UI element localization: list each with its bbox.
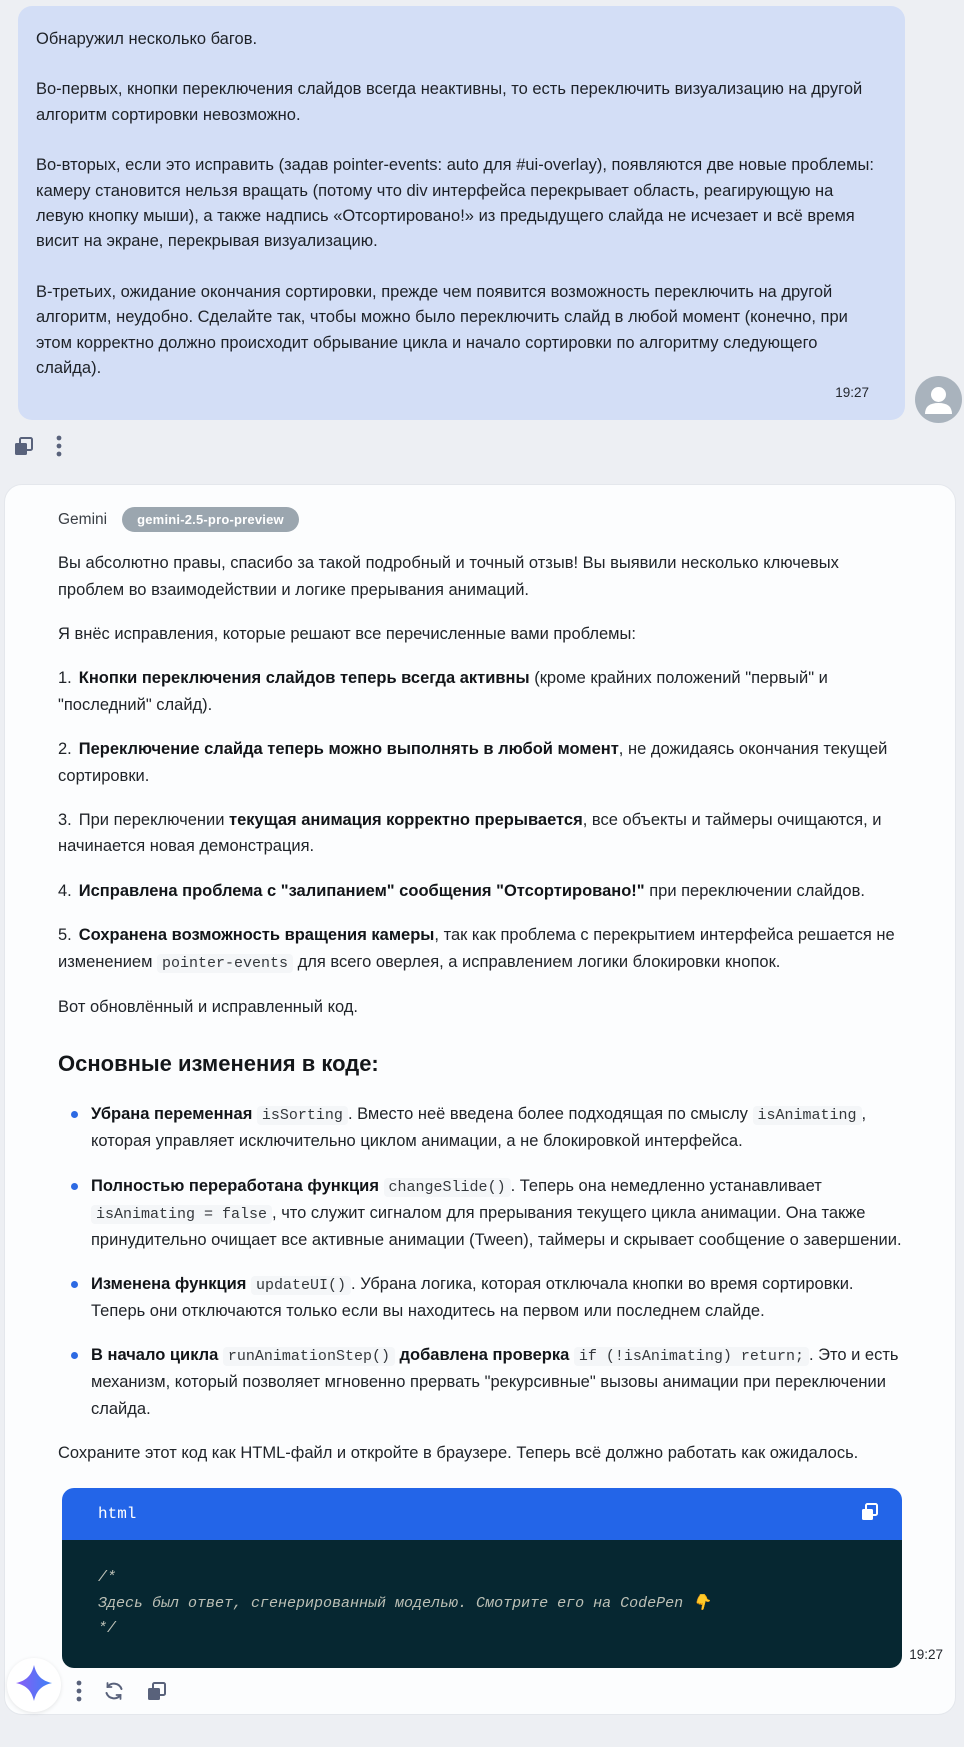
code-line: /*: [98, 1569, 117, 1587]
list-item-number: 2.: [58, 740, 72, 759]
assistant-paragraph: Вот обновлённый и исправленный код.: [58, 997, 359, 1016]
user-message-timestamp: 19:27: [835, 385, 869, 401]
list-item-text: Кнопки переключения слайдов теперь всегда активны (кроме крайних положений "первый" и "последний" слайд).: [58, 669, 828, 714]
list-item-text: Переключение слайда теперь можно выполнять в любой момент, не дожидаясь окончания текущей сортировки.: [58, 740, 888, 785]
code-block-header: [62, 1488, 902, 1540]
section-heading: Основные изменения в коде:: [58, 1050, 379, 1076]
code-block: [62, 1488, 902, 1667]
numbered-list: [58, 665, 902, 975]
model-badge[interactable]: gemini-2.5-pro-preview: [122, 507, 299, 532]
user-message-actions: [13, 435, 964, 457]
assistant-paragraph: Я внёс исправления, которые решают все перечисленные вами проблемы:: [58, 625, 636, 644]
list-item-text: При переключении текущая анимация корректно прерывается, все объекты и таймеры очищаются, и начинается новая демонстрация.: [58, 810, 882, 856]
list-item-number: 4.: [58, 881, 72, 900]
regenerate-icon[interactable]: [103, 1680, 125, 1702]
bullet-list-item: [58, 1342, 902, 1422]
list-item-text: Полностью переработана функция changeSlide() . Теперь она немедленно устанавливает isAnimating = false , что служит сигналом для прерывания текущего цикла анимации. Она также принудительно очищает все активные анимации (Tween), таймеры и скрывает сообщение о завершении.: [91, 1176, 902, 1249]
gemini-logo: [7, 1658, 61, 1712]
list-item-number: 1.: [58, 669, 72, 688]
numbered-list-item: [58, 807, 902, 860]
bullet-dot-icon: [71, 1183, 78, 1190]
numbered-list-item: [58, 736, 902, 789]
bullet-dot-icon: [71, 1111, 78, 1118]
assistant-name: Gemini: [58, 510, 108, 528]
assistant-timestamp: 19:27: [909, 1646, 943, 1662]
code-line: */: [98, 1619, 117, 1637]
numbered-list-item: [58, 665, 902, 718]
assistant-message-card: [4, 484, 956, 1714]
bullet-list-item: [58, 1173, 902, 1253]
list-item-number: 3.: [58, 810, 72, 829]
bullet-dot-icon: [71, 1281, 78, 1288]
bullet-list-item: [58, 1101, 902, 1154]
user-avatar[interactable]: [915, 376, 962, 423]
assistant-header: [58, 507, 902, 532]
list-item-text: Изменена функция updateUI() . Убрана логика, которая отключала кнопки во время сортировки. Теперь они отключаются только если вы находитесь на первом или последнем слайде.: [91, 1274, 854, 1320]
kebab-menu-icon[interactable]: [76, 1680, 82, 1702]
assistant-actions: [76, 1680, 902, 1702]
list-item-text: Сохранена возможность вращения камеры, так как проблема с перекрытием интерфейса решается не изменением pointer-events для всего оверлея, а исправлением логики блокировки кнопок.: [58, 926, 895, 972]
list-item-text: Убрана переменная isSorting . Вместо неё введена более подходящая по смыслу isAnimating , которая управляет исключительно циклом анимации, а не блокировкой интерфейса.: [91, 1105, 867, 1151]
list-item-number: 5.: [58, 926, 72, 945]
numbered-list-item: [58, 878, 902, 904]
code-line: Здесь был ответ, сгенерированный моделью. Смотрите его на CodePen 👇: [98, 1594, 711, 1612]
kebab-menu-icon[interactable]: [56, 435, 62, 457]
person-icon: [915, 410, 962, 423]
user-message-paragraph: Во-вторых, если это исправить (задав pointer-events: auto для #ui-overlay), появляются две новые проблемы: камеру становится нельзя вращать (потому что div интерфейса перекрывает область, реагирующую на левую кнопку мыши), а также надпись «Отсортировано!» из предыдущего слайда не исчезает и всё время висит на экране, перекрывая визуализацию.: [36, 156, 874, 251]
code-language-label: html: [98, 1505, 137, 1524]
assistant-paragraph: Вы абсолютно правы, спасибо за такой подробный и точный отзыв! Вы выявили несколько ключевых проблем во взаимодействии и логике прерывания анимаций.: [58, 554, 839, 599]
copy-icon[interactable]: [146, 1680, 168, 1702]
bullet-list-item: [58, 1271, 902, 1324]
bullet-list: [58, 1101, 902, 1422]
copy-icon[interactable]: [13, 435, 35, 457]
assistant-paragraph: Сохраните этот код как HTML-файл и откройте в браузере. Теперь всё должно работать как ожидалось.: [58, 1444, 859, 1463]
assistant-message-body: [58, 550, 902, 1466]
user-message-paragraph: Обнаружил несколько багов.: [36, 30, 258, 48]
user-message-row: [18, 6, 905, 420]
copy-code-icon[interactable]: [860, 1502, 880, 1527]
code-block-body[interactable]: [62, 1540, 902, 1667]
list-item-text: В начало цикла runAnimationStep() добавлена проверка if (!isAnimating) return; . Это и есть механизм, который позволяет мгновенно прервать "рекурсивные" вызовы анимации при переключении слайда.: [91, 1346, 899, 1418]
numbered-list-item: [58, 922, 902, 975]
intro-paragraphs: [58, 550, 902, 647]
user-message-bubble: [18, 6, 905, 420]
user-message-paragraphs: [36, 27, 875, 381]
gemini-sparkle-icon: [15, 1664, 53, 1707]
bullet-dot-icon: [71, 1352, 78, 1359]
list-item-text: Исправлена проблема с "залипанием" сообщения "Отсортировано!" при переключении слайдов.: [78, 881, 865, 900]
user-message-paragraph: Во-первых, кнопки переключения слайдов всегда неактивны, то есть переключить визуализацию на другой алгоритм сортировки невозможно.: [36, 80, 863, 124]
user-message-paragraph: В-третьих, ожидание окончания сортировки, прежде чем появится возможность переключить на другой алгоритм, неудобно. Сделайте так, чтобы можно было переключить слайд в любой момент (конечно, при этом корректно должно происходит обрывание цикла и начало сортировки по алгоритму следующего слайда).: [36, 282, 848, 378]
